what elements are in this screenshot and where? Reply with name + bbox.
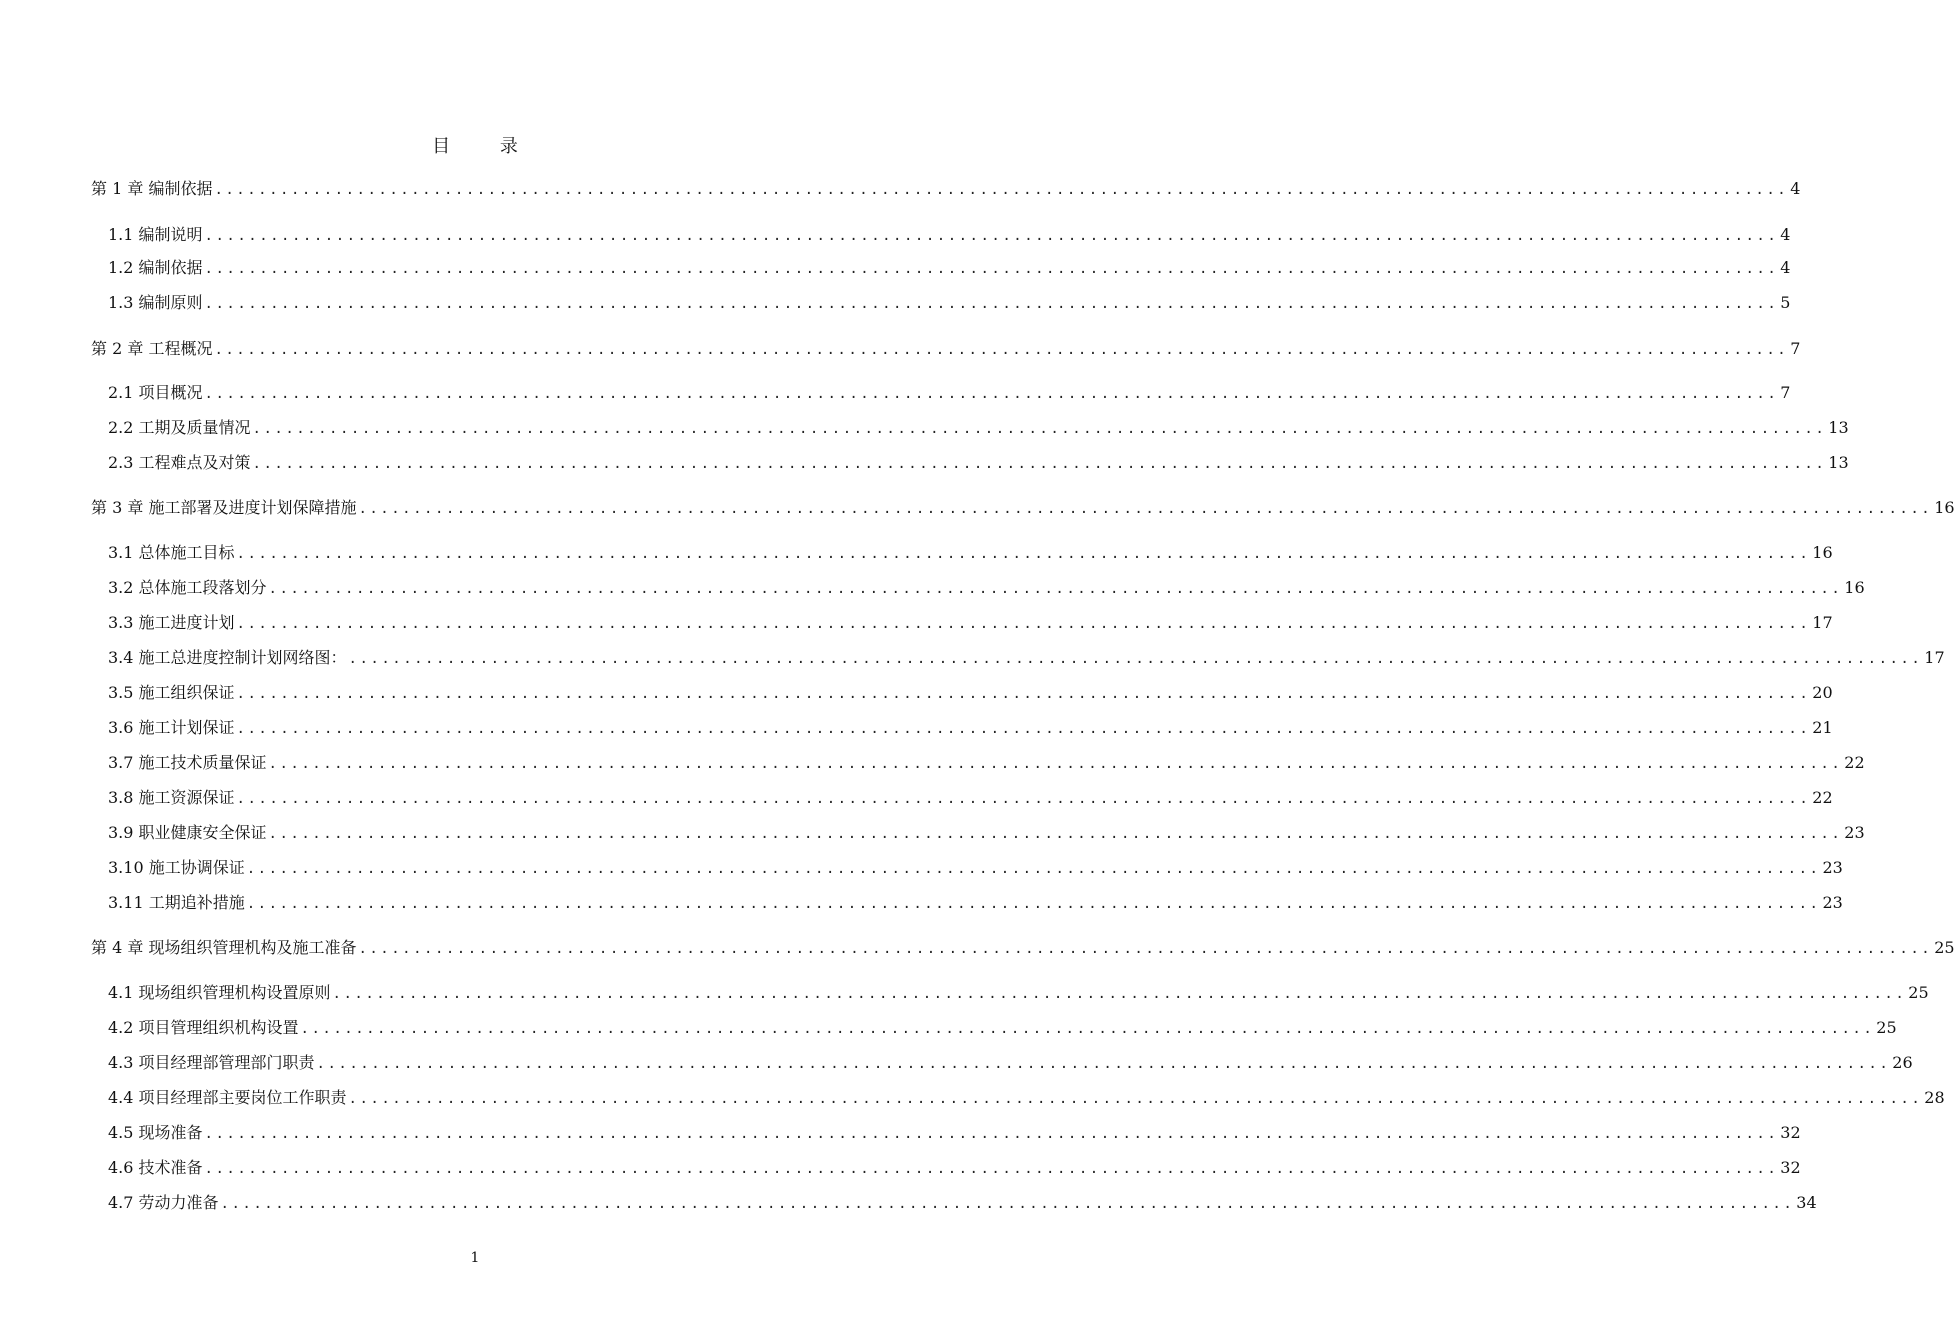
dot-leader: ................................................................................................................................................ xyxy=(204,1161,1779,1177)
dot-leader: ................................................................................................................................................ xyxy=(268,826,1843,842)
toc-page-number: 5 xyxy=(1780,293,1791,312)
dot-leader: ................................................................................................................................................ xyxy=(236,686,1811,702)
dot-leader: ................................................................................................................................................ xyxy=(358,501,1933,517)
dot-leader: ................................................................................................................................................ xyxy=(348,1091,1923,1107)
toc-entry-title: 2.2 工期及质量情况 xyxy=(108,418,251,437)
toc-section-entry[interactable] xyxy=(108,752,1865,775)
toc-section-entry[interactable] xyxy=(108,787,1833,810)
toc-page-number: 25 xyxy=(1934,938,1955,957)
toc-entry-title: 4.2 项目管理组织机构设置 xyxy=(108,1018,299,1037)
dot-leader: ................................................................................................................................................ xyxy=(204,386,1779,402)
toc-entry-title: 4.6 技术准备 xyxy=(108,1158,203,1177)
toc-page-number: 23 xyxy=(1822,858,1843,877)
toc-section-entry[interactable] xyxy=(108,1017,1897,1040)
toc-section-entry[interactable] xyxy=(108,647,1945,670)
toc-page-number: 4 xyxy=(1780,258,1791,277)
toc-entry-title: 3.6 施工计划保证 xyxy=(108,718,235,737)
toc-entry-title: 4.4 项目经理部主要岗位工作职责 xyxy=(108,1088,347,1107)
toc-section-entry[interactable] xyxy=(108,682,1833,705)
dot-leader: ................................................................................................................................................ xyxy=(204,296,1779,312)
toc-entry-title: 3.3 施工进度计划 xyxy=(108,613,235,632)
toc-page-number: 16 xyxy=(1812,543,1833,562)
toc-entry-title: 3.4 施工总进度控制计划网络图： xyxy=(108,648,347,667)
toc-entry-title: 1.3 编制原则 xyxy=(108,293,203,312)
toc-entry-title: 3.11 工期追补措施 xyxy=(108,893,245,912)
toc-section-entry[interactable] xyxy=(108,452,1849,475)
dot-leader: ................................................................................................................................................ xyxy=(358,941,1933,957)
toc-section-entry[interactable] xyxy=(108,1122,1801,1145)
toc-page-number: 23 xyxy=(1822,893,1843,912)
toc-entry-title: 2.1 项目概况 xyxy=(108,383,203,402)
dot-leader: ................................................................................................................................................ xyxy=(332,986,1907,1002)
page-title: 目 录 xyxy=(432,136,540,157)
dot-leader: ................................................................................................................................................ xyxy=(214,182,1789,198)
toc-page-number: 4 xyxy=(1780,225,1791,244)
toc-page-number: 4 xyxy=(1790,179,1801,198)
toc-entry-title: 3.2 总体施工段落划分 xyxy=(108,578,267,597)
dot-leader: ................................................................................................................................................ xyxy=(204,261,1779,277)
toc-page-number: 26 xyxy=(1892,1053,1913,1072)
toc-section-entry[interactable] xyxy=(108,257,1791,280)
dot-leader: ................................................................................................................................................ xyxy=(268,581,1843,597)
dot-leader: ................................................................................................................................................ xyxy=(236,721,1811,737)
toc-page-number: 34 xyxy=(1796,1193,1817,1212)
toc-entry-title: 2.3 工程难点及对策 xyxy=(108,453,251,472)
toc-chapter-entry[interactable] xyxy=(91,497,1955,520)
toc-page-number: 32 xyxy=(1780,1158,1801,1177)
toc-page-number: 17 xyxy=(1812,613,1833,632)
toc-entry-title: 1.2 编制依据 xyxy=(108,258,203,277)
toc-entry-title: 第 3 章 施工部署及进度计划保障措施 xyxy=(91,498,357,517)
dot-leader: ................................................................................................................................................ xyxy=(220,1196,1795,1212)
toc-entry-title: 4.5 现场准备 xyxy=(108,1123,203,1142)
toc-section-entry[interactable] xyxy=(108,292,1791,315)
toc-section-entry[interactable] xyxy=(108,892,1843,915)
toc-page-number: 7 xyxy=(1780,383,1791,402)
toc-page-number: 23 xyxy=(1844,823,1865,842)
dot-leader: ................................................................................................................................................ xyxy=(246,896,1821,912)
toc-entry-title: 3.7 施工技术质量保证 xyxy=(108,753,267,772)
toc-page-number: 13 xyxy=(1828,418,1849,437)
toc-entry-title: 1.1 编制说明 xyxy=(108,225,203,244)
dot-leader: ................................................................................................................................................ xyxy=(252,456,1827,472)
dot-leader: ................................................................................................................................................ xyxy=(204,228,1779,244)
toc-section-entry[interactable] xyxy=(108,857,1843,880)
toc-entry-title: 4.1 现场组织管理机构设置原则 xyxy=(108,983,331,1002)
toc-entry-title: 3.8 施工资源保证 xyxy=(108,788,235,807)
toc-page-number: 22 xyxy=(1812,788,1833,807)
toc-section-entry[interactable] xyxy=(108,717,1833,740)
toc-page-number: 25 xyxy=(1876,1018,1897,1037)
toc-entry-title: 第 4 章 现场组织管理机构及施工准备 xyxy=(91,938,357,957)
dot-leader: ................................................................................................................................................ xyxy=(236,791,1811,807)
toc-page-number: 20 xyxy=(1812,683,1833,702)
toc-page-number: 28 xyxy=(1924,1088,1945,1107)
toc-section-entry[interactable] xyxy=(108,224,1791,247)
toc-page-number: 7 xyxy=(1790,339,1801,358)
dot-leader: ................................................................................................................................................ xyxy=(204,1126,1779,1142)
toc-entry-title: 3.5 施工组织保证 xyxy=(108,683,235,702)
toc-chapter-entry[interactable] xyxy=(91,338,1801,361)
toc-section-entry[interactable] xyxy=(108,1157,1801,1180)
toc-section-entry[interactable] xyxy=(108,382,1791,405)
toc-entry-title: 4.3 项目经理部管理部门职责 xyxy=(108,1053,315,1072)
toc-section-entry[interactable] xyxy=(108,577,1865,600)
toc-section-entry[interactable] xyxy=(108,417,1849,440)
toc-page-number: 22 xyxy=(1844,753,1865,772)
toc-section-entry[interactable] xyxy=(108,542,1833,565)
toc-page-number: 17 xyxy=(1924,648,1945,667)
toc-section-entry[interactable] xyxy=(108,1052,1913,1075)
toc-entry-title: 4.7 劳动力准备 xyxy=(108,1193,219,1212)
toc-section-entry[interactable] xyxy=(108,982,1929,1005)
dot-leader: ................................................................................................................................................ xyxy=(268,756,1843,772)
toc-page-number: 32 xyxy=(1780,1123,1801,1142)
toc-page-number: 21 xyxy=(1812,718,1833,737)
toc-page-number: 25 xyxy=(1908,983,1929,1002)
footer-page-number: 1 xyxy=(470,1250,480,1266)
toc-page-number: 13 xyxy=(1828,453,1849,472)
toc-chapter-entry[interactable] xyxy=(91,937,1955,960)
dot-leader: ................................................................................................................................................ xyxy=(236,616,1811,632)
dot-leader: ................................................................................................................................................ xyxy=(316,1056,1891,1072)
toc-entry-title: 3.10 施工协调保证 xyxy=(108,858,245,877)
toc-page-number: 16 xyxy=(1934,498,1955,517)
dot-leader: ................................................................................................................................................ xyxy=(214,342,1789,358)
dot-leader: ................................................................................................................................................ xyxy=(246,861,1821,877)
dot-leader: ................................................................................................................................................ xyxy=(236,546,1811,562)
toc-entry-title: 3.1 总体施工目标 xyxy=(108,543,235,562)
toc-entry-title: 第 1 章 编制依据 xyxy=(91,179,213,198)
toc-entry-title: 3.9 职业健康安全保证 xyxy=(108,823,267,842)
toc-entry-title: 第 2 章 工程概况 xyxy=(91,339,213,358)
toc-section-entry[interactable] xyxy=(108,1087,1945,1110)
toc-section-entry[interactable] xyxy=(108,1192,1817,1215)
dot-leader: ................................................................................................................................................ xyxy=(300,1021,1875,1037)
toc-section-entry[interactable] xyxy=(108,822,1865,845)
toc-section-entry[interactable] xyxy=(108,612,1833,635)
toc-chapter-entry[interactable] xyxy=(91,178,1801,201)
toc-page-number: 16 xyxy=(1844,578,1865,597)
dot-leader: ................................................................................................................................................ xyxy=(348,651,1923,667)
dot-leader: ................................................................................................................................................ xyxy=(252,421,1827,437)
